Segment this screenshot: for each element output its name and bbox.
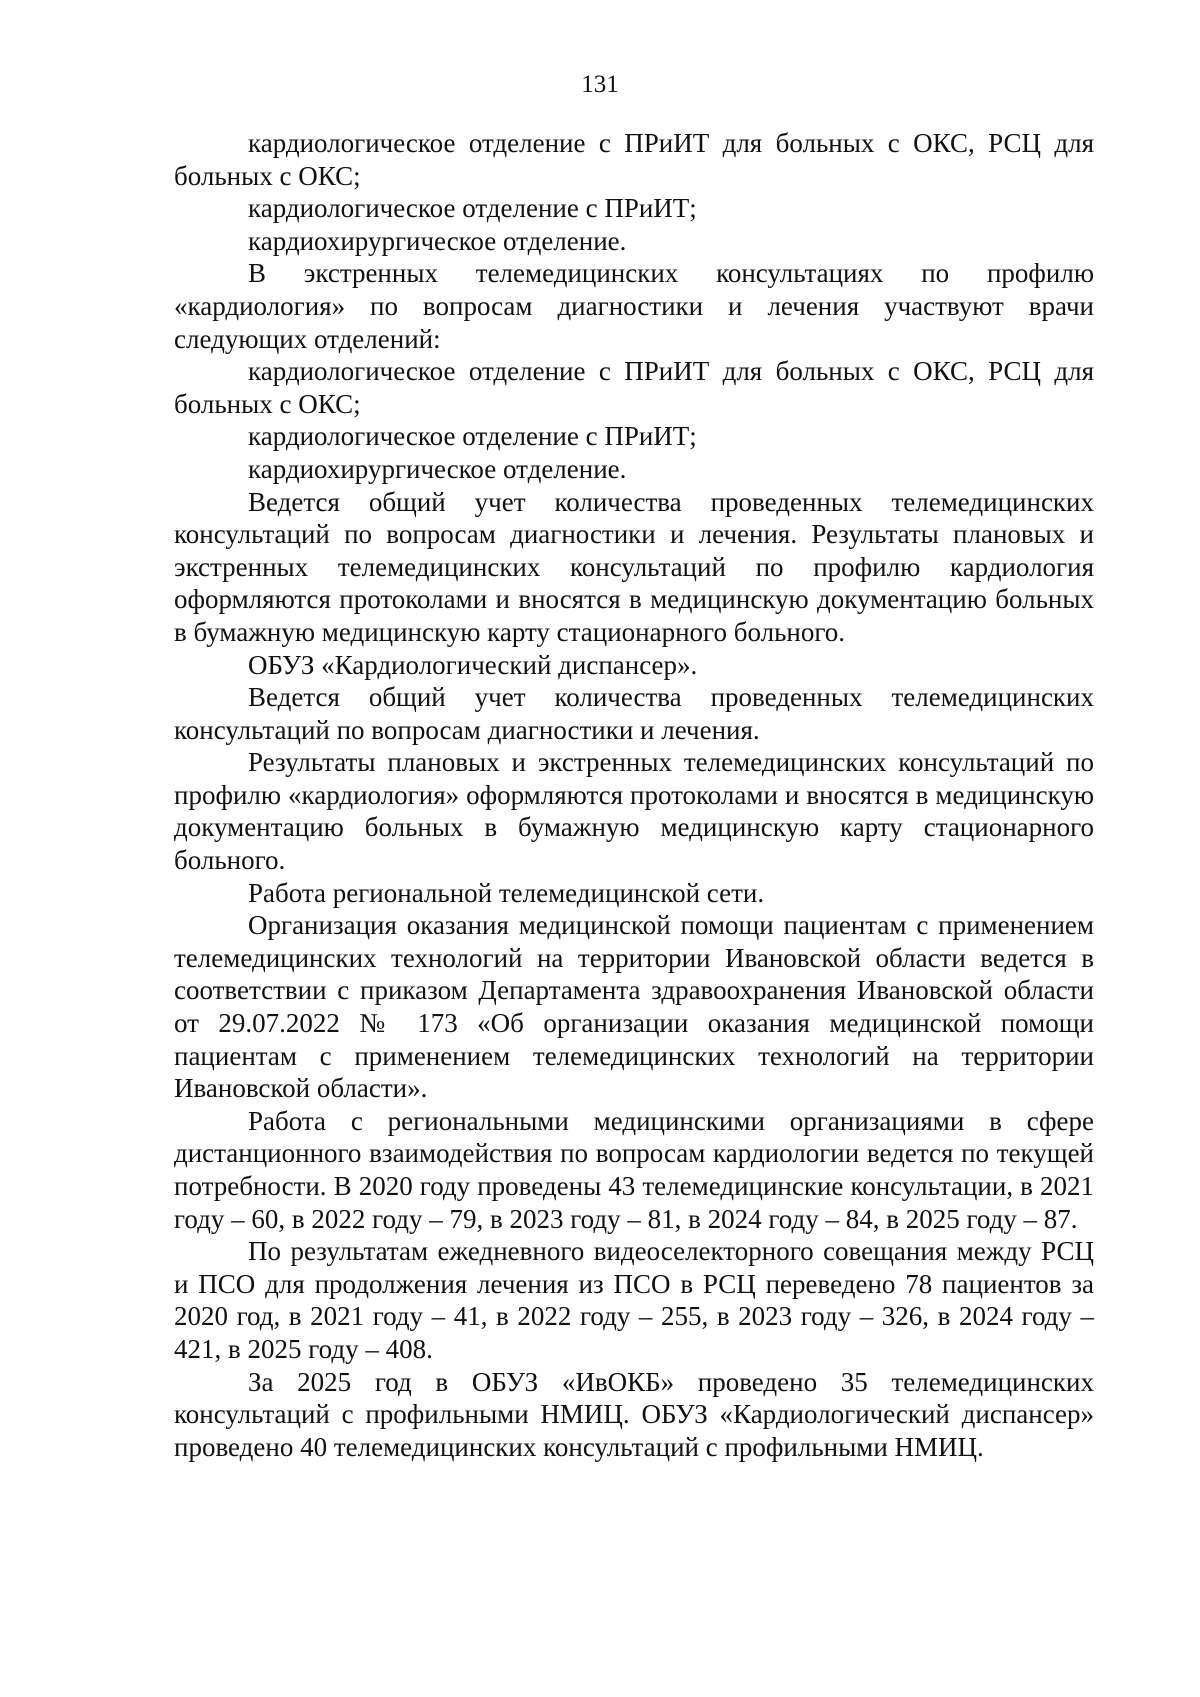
paragraph: В экстренных телемедицинских консультациях по профилю «кардиология» по вопросам диагностики и лечения участвуют врачи следующих отделений:: [174, 258, 1094, 354]
paragraph: Ведется общий учет количества проведенных телемедицинских консультаций по вопросам диагностики и лечения.: [174, 682, 1094, 745]
page-number: 131: [581, 71, 619, 98]
paragraph: Работа с региональными медицинскими организациями в сфере дистанционного взаимодействия по вопросам кардиологии ведется по текущей потребности. В 2020 году проведены 43 телемедицинские консультации, в 2021 году – 60, в 2022 году – 79, в 2023 году – 81, в 2024 году – 84, в 2025 году – 87.: [174, 1105, 1094, 1234]
document-body: [174, 127, 1094, 1463]
paragraph: По результатам ежедневного видеоселекторного совещания между РСЦ и ПСО для продолжения лечения из ПСО в РСЦ переведено 78 пациентов за 2020 год, в 2021 году – 41, в 2022 году – 255, в 2023 году – 326, в 2024 году – 421, в 2025 году – 408.: [174, 1236, 1094, 1364]
paragraph: Результаты плановых и экстренных телемедицинских консультаций по профилю «кардиология» оформляются протоколами и вносятся в медицинскую документацию больных в бумажную медицинскую карту стационарного больного.: [174, 747, 1094, 876]
paragraph: За 2025 год в ОБУЗ «ИвОКБ» проведено 35 телемедицинских консультаций с профильными НМИЦ. ОБУЗ «Кардиологический диспансер» проведено 40 телемедицинских консультаций с профильными НМИЦ.: [174, 1366, 1094, 1462]
paragraph: Ведется общий учет количества проведенных телемедицинских консультаций по вопросам диагностики и лечения. Результаты плановых и экстренных телемедицинских консультаций по профилю кардиология оформляются протоколами и вносятся в медицинскую документацию больных в бумажную медицинскую карту стационарного больного.: [174, 486, 1094, 647]
paragraph: кардиологическое отделение с ПРиИТ;: [248, 421, 697, 452]
paragraph: кардиологическое отделение с ПРиИТ для больных с ОКС, РСЦ для больных с ОКС;: [174, 128, 1094, 191]
paragraph: кардиологическое отделение с ПРиИТ;: [248, 193, 697, 224]
paragraph: кардиологическое отделение с ПРиИТ для больных с ОКС, РСЦ для больных с ОКС;: [174, 356, 1094, 419]
paragraph: кардиохирургическое отделение.: [248, 453, 627, 484]
paragraph: кардиохирургическое отделение.: [248, 225, 627, 256]
paragraph: ОБУЗ «Кардиологический диспансер».: [248, 649, 698, 680]
paragraph: Организация оказания медицинской помощи пациентам с применением телемедицинских технологий на территории Ивановской области ведется в соответствии с приказом Департамента здравоохранения Ивановской области от 29.07.2022 № 173 «Об организации оказания медицинской помощи пациентам с применением телемедицинских технологий на территории Ивановской области».: [174, 910, 1094, 1104]
paragraph: Работа региональной телемедицинской сети.: [248, 877, 765, 908]
